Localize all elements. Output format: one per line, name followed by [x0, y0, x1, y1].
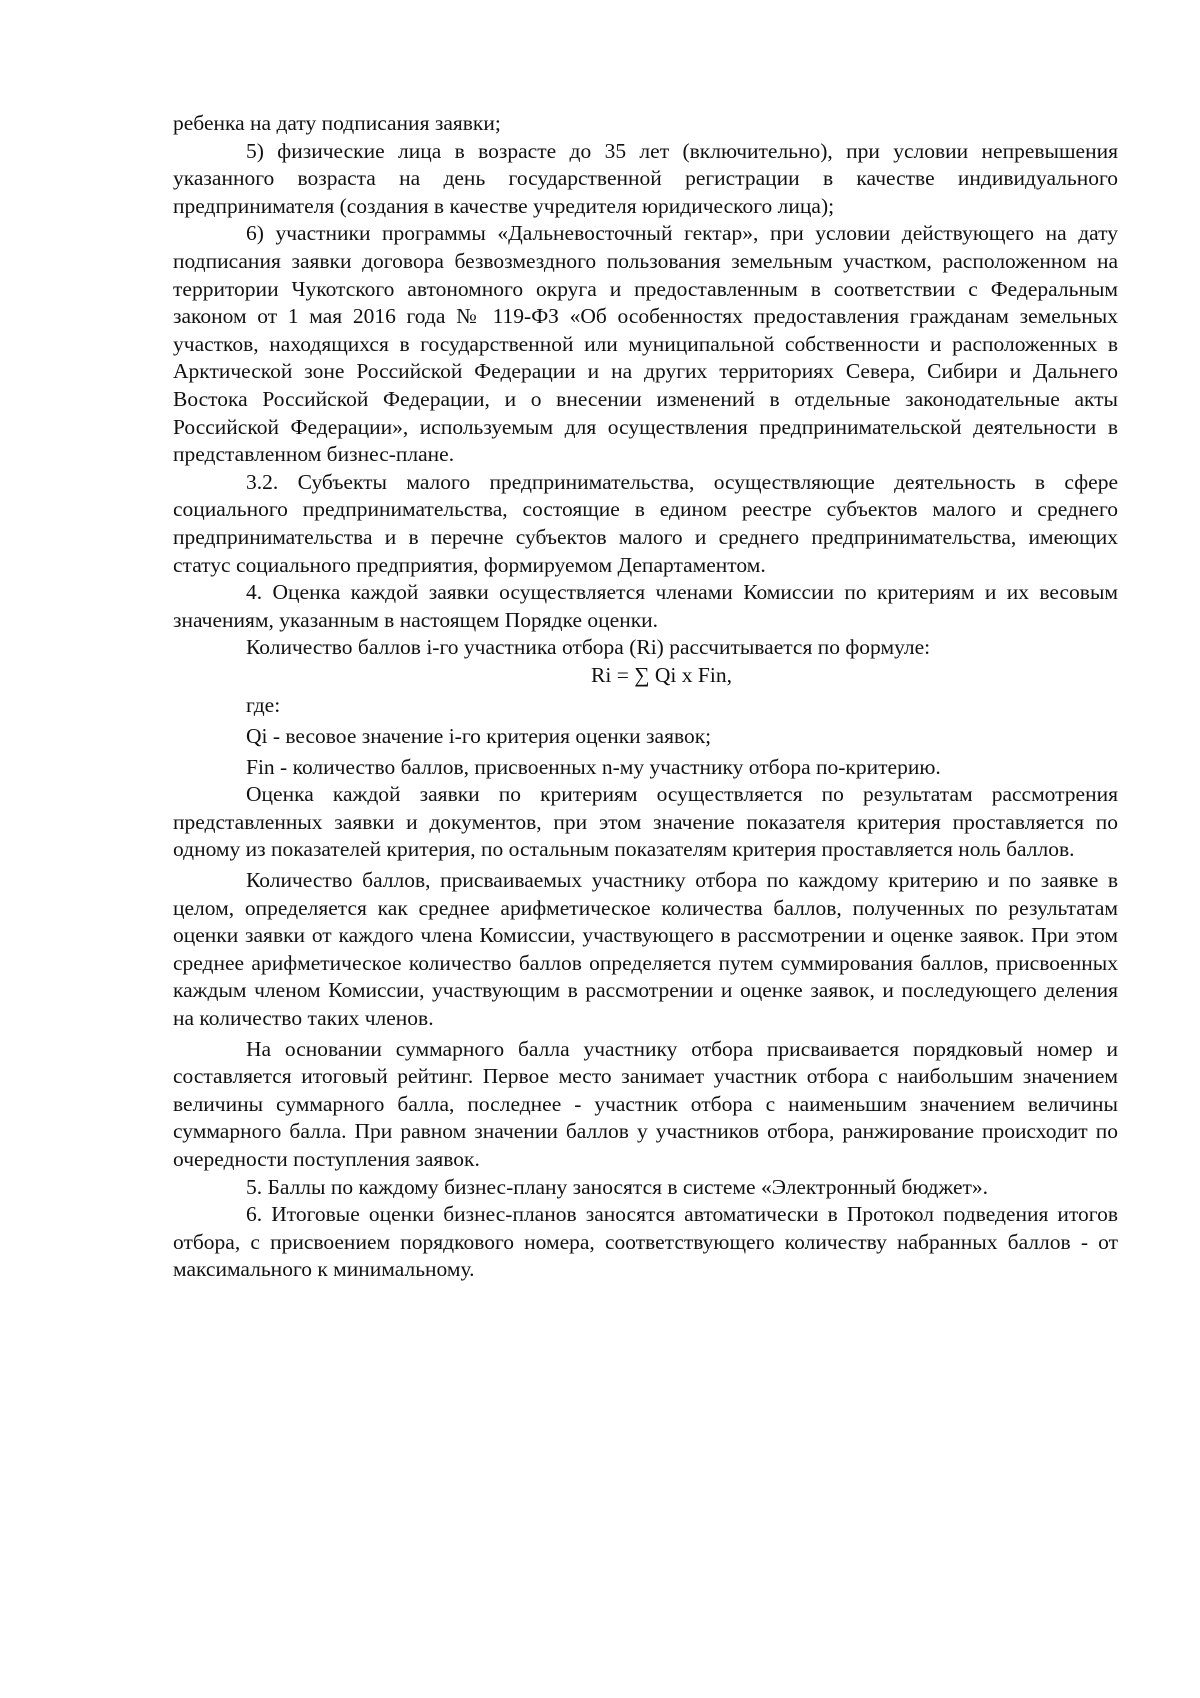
paragraph-item-5: 5) физические лица в возрасте до 35 лет (включительно), при условии непревышения указанного возраста на день государственной регистрации в качестве индивидуального предпринимателя (создания в качестве учредителя юридического лица);	[173, 138, 1118, 218]
paragraph-5: 5. Баллы по каждому бизнес-плану заносятся в системе «Электронный бюджет».	[246, 1174, 989, 1199]
formula: Ri = ∑ Qi x Fin,	[591, 662, 732, 687]
paragraph-item-6: 6) участники программы «Дальневосточный гектар», при условии действующего на дату подписания заявки договора безвозмездного пользования земельным участком, расположенном на территории Чукотского автономного округа и предоставленным в соответствии с Федеральным законом от 1 мая 2016 года № 119-ФЗ «Об особенностях предоставления гражданам земельных участков, находящихся в государственной или муниципальной собственности и расположенных в Арктической зоне Российской Федерации и на других территориях Севера, Сибири и Дальнего Востока Российской Федерации, и о внесении изменений в отдельные законодательные акты Российской Федерации», используемым для осуществления предпринимательской деятельности в представленном бизнес-плане.	[173, 221, 1118, 467]
paragraph-3-2: 3.2. Субъекты малого предпринимательства, осуществляющие деятельность в сфере социального предпринимательства, состоящие в едином реестре субъектов малого и среднего предпринимательства и в перечне субъектов малого и среднего предпринимательства, имеющих статус социального предприятия, формируемом Департаментом.	[173, 469, 1118, 577]
paragraph-6: 6. Итоговые оценки бизнес-планов заносятся автоматически в Протокол подведения итогов отбора, с присвоением порядкового номера, соответствующего количеству набранных баллов - от максимального к минимальному.	[173, 1202, 1118, 1282]
paragraph-4: 4. Оценка каждой заявки осуществляется членами Комиссии по критериям и их весовым значениям, указанным в настоящем Порядке оценки.	[173, 580, 1118, 632]
paragraph-continuation: ребенка на дату подписания заявки;	[173, 111, 501, 135]
formula-def-qi: Qi - весовое значение i-го критерия оценки заявок;	[246, 724, 712, 749]
paragraph-evaluation: Оценка каждой заявки по критериям осуществляется по результатам рассмотрения представленных заявки и документов, при этом значение показателя критерия проставляется по одному из показателей критерия, по остальным показателям критерия проставляется ноль баллов.	[173, 782, 1118, 862]
formula-where: где:	[246, 693, 281, 718]
document-page	[173, 110, 1118, 1284]
formula-intro: Количество баллов i-го участника отбора (Ri) рассчитывается по формуле:	[246, 635, 931, 660]
paragraph-rating: На основании суммарного балла участнику отбора присваивается порядковый номер и составляется итоговый рейтинг. Первое место занимает участник отбора с наибольшим значением величины суммарного балла, последнее - участник отбора с наименьшим значением величины суммарного балла. При равном значении баллов у участников отбора, ранжирование происходит по очередности поступления заявок.	[173, 1036, 1118, 1171]
formula-def-fin: Fin - количество баллов, присвоенных n-му участнику отбора по-критерию.	[246, 754, 941, 779]
paragraph-average: Количество баллов, присваиваемых участнику отбора по каждому критерию и по заявке в целом, определяется как среднее арифметическое количества баллов, полученных по результатам оценки заявки от каждого члена Комиссии, участвующего в рассмотрении и оценке заявок. При этом среднее арифметическое количество баллов определяется путем суммирования баллов, присвоенных каждым членом Комиссии, участвующим в рассмотрении и оценке заявок, и последующего деления на количество таких членов.	[173, 868, 1118, 1030]
